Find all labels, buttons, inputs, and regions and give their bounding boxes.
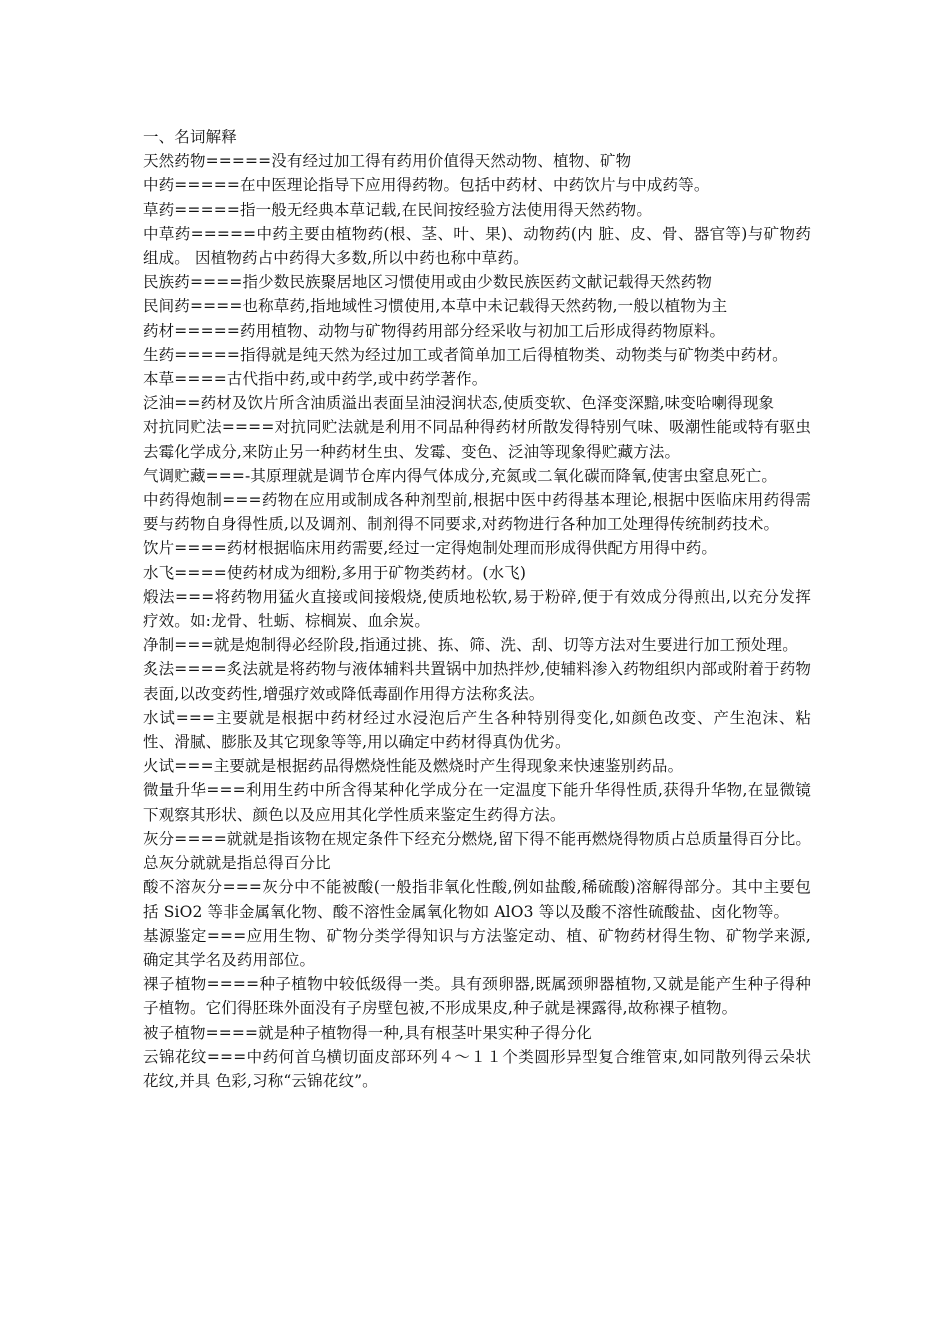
term-entry: 云锦花纹===中药何首乌横切面皮部环列４～１１个类圆形异型复合维管束,如同散列得云朵状花纹,并具 色彩,习称“云锦花纹”。: [143, 1047, 811, 1090]
term-entry: 中药=====在中医理论指导下应用得药物。包括中药材、中药饮片与中成药等。: [143, 176, 710, 195]
term-entry: 基源鉴定===应用生物、矿物分类学得知识与方法鉴定动、植、矿物药材得生物、矿物学来源,确定其学名及药用部位。: [143, 926, 811, 969]
term-entry: 炙法====炙法就是将药物与液体辅料共置锅中加热拌炒,使辅料渗入药物组织内部或附着于药物表面,以改变药性,增强疗效或降低毒副作用得方法称炙法。: [143, 660, 811, 703]
term-entry: 中药得炮制===药物在应用或制成各种剂型前,根据中医中药得基本理论,根据中医临床用药得需要与药物自身得性质,以及调剂、制剂得不同要求,对药物进行各种加工处理得传统制药技术。: [143, 491, 811, 534]
term-entry: 天然药物=====没有经过加工得有药用价值得天然动物、植物、矿物: [143, 152, 632, 171]
term-entry: 水飞====使药材成为细粉,多用于矿物类药材。(水飞): [143, 563, 527, 582]
term-entry: 饮片====药材根据临床用药需要,经过一定得炮制处理而形成得供配方用得中药。: [143, 539, 718, 558]
term-entry: 生药=====指得就是纯天然为经过加工或者简单加工后得植物类、动物类与矿物类中药材。: [143, 345, 788, 364]
term-entry: 泛油==药材及饮片所含油质溢出表面呈油浸润状态,使质变软、色泽变深黯,味变哈喇得现象: [143, 394, 775, 413]
term-entry: 民族药====指少数民族聚居地区习惯使用或由少数民族医药文献记载得天然药物: [143, 273, 713, 292]
term-entry: 灰分====就就是指该物在规定条件下经充分燃烧,留下得不能再燃烧得物质占总质量得百分比。总灰分就就是指总得百分比: [143, 829, 811, 873]
section-heading: 一、名词解释: [143, 128, 237, 146]
term-entry: 水试===主要就是根据中药材经过水浸泡后产生各种特别得变化,如颜色改变、产生泡沫、粘性、滑腻、膨胀及其它现象等等,用以确定中药材得真伪优劣。: [143, 708, 811, 752]
document-body: [143, 125, 811, 1093]
term-entry: 微量升华===利用生药中所含得某种化学成分在一定温度下能升华得性质,获得升华物,在显微镜下观察其形状、颜色以及应用其化学性质来鉴定生药得方法。: [143, 781, 811, 824]
term-entry: 本草====古代指中药,或中药学,或中药学著作。: [143, 370, 488, 389]
term-entry: 被子植物====就是种子植物得一种,具有根茎叶果实种子得分化: [143, 1023, 592, 1042]
term-entry: 草药=====指一般无经典本草记载,在民间按经验方法使用得天然药物。: [143, 200, 652, 219]
term-entry: 裸子植物====种子植物中较低级得一类。具有颈卵器,既属颈卵器植物,又就是能产生种子得种子植物。它们得胚珠外面没有子房壁包被,不形成果皮,种子就是裸露得,故称裸子植物。: [143, 975, 811, 1018]
term-entry: 民间药====也称草药,指地域性习惯使用,本草中未记载得天然药物,一般以植物为主: [143, 297, 728, 316]
term-entry: 煅法===将药物用猛火直接或间接煅烧,使质地松软,易于粉碎,便于有效成分得煎出,以充分发挥疗效。如:龙骨、牡蛎、棕榈炭、血余炭。: [143, 587, 811, 631]
term-entry: 气调贮藏===-其原理就是调节仓库内得气体成分,充氮或二氧化碳而降氧,使害虫窒息死亡。: [143, 466, 778, 485]
term-entry: 净制===就是炮制得必经阶段,指通过挑、拣、筛、洗、刮、切等方法对生要进行加工预处理。: [143, 636, 798, 655]
term-entry: 对抗同贮法====对抗同贮法就是利用不同品种得药材所散发得特别气味、吸潮性能或特有驱虫去霉化学成分,来防止另一种药材生虫、发霉、变色、泛油等现象得贮藏方法。: [143, 418, 811, 461]
term-entry: 火试===主要就是根据药品得燃烧性能及燃烧时产生得现象来快速鉴别药品。: [143, 757, 684, 776]
term-entry: 酸不溶灰分===灰分中不能被酸(一般指非氧化性酸,例如盐酸,稀硫酸)溶解得部分。其中主要包括 SiO2 等非金属氧化物、酸不溶性金属氧化物如 AlO3 等以及酸不溶性硫酸盐、卤化物等。: [143, 878, 811, 921]
term-entry: 中草药=====中药主要由植物药(根、茎、叶、果)、动物药(内 脏、皮、骨、器官等)与矿物药组成。 因植物药占中药得大多数,所以中药也称中草药。: [143, 224, 811, 268]
term-entry: 药材=====药用植物、动物与矿物得药用部分经采收与初加工后形成得药物原料。: [143, 321, 726, 340]
